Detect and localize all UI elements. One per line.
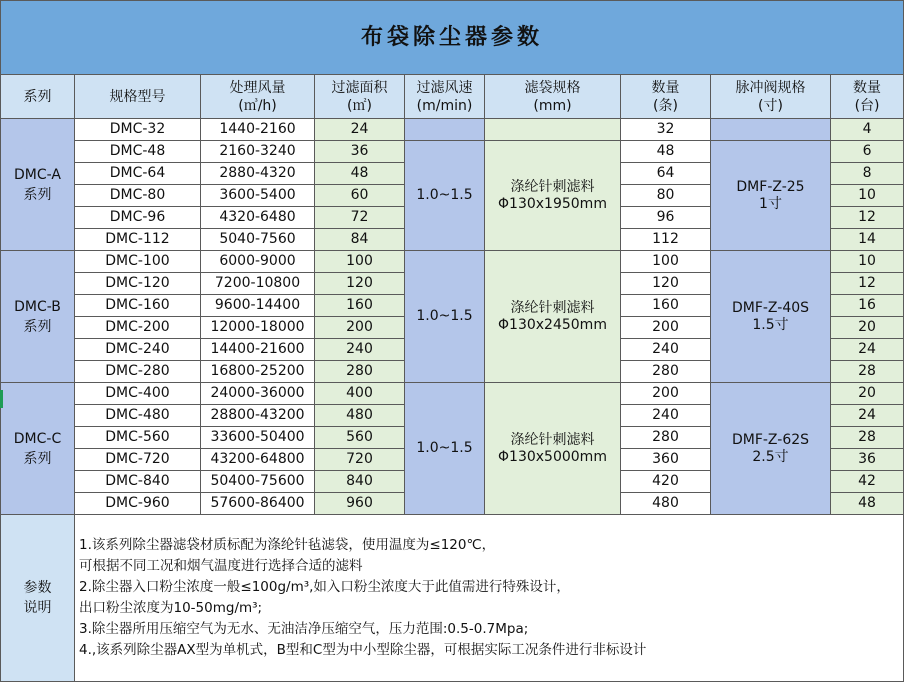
header-valve-count: 数量 (台)	[831, 75, 904, 119]
bag-count-cell: 480	[621, 493, 711, 515]
area-cell: 400	[315, 383, 405, 405]
series-cell-a: DMC-A 系列	[1, 119, 75, 251]
area-cell: 36	[315, 141, 405, 163]
note-line: 3.除尘器所用压缩空气为无水、无油洁净压缩空气，压力范围:0.5-0.7Mpa;	[79, 621, 529, 637]
flow-cell: 57600-86400	[201, 493, 315, 515]
notes-text	[75, 515, 904, 682]
model-cell: DMC-400	[75, 383, 201, 405]
area-cell: 72	[315, 207, 405, 229]
notes-row	[1, 515, 904, 682]
flow-cell: 5040-7560	[201, 229, 315, 251]
valve-count-cell: 16	[831, 295, 904, 317]
bag-count-cell: 120	[621, 273, 711, 295]
flow-cell: 7200-10800	[201, 273, 315, 295]
valve-count-cell: 10	[831, 251, 904, 273]
table-title: 布袋除尘器参数	[1, 1, 904, 75]
area-cell: 60	[315, 185, 405, 207]
area-cell: 480	[315, 405, 405, 427]
model-cell: DMC-48	[75, 141, 201, 163]
row-edge-marker	[0, 390, 3, 408]
header-bag-count: 数量 (条)	[621, 75, 711, 119]
model-cell: DMC-80	[75, 185, 201, 207]
flow-cell: 2880-4320	[201, 163, 315, 185]
note-line: 2.除尘器入口粉尘浓度一般≤100g/m³,如入口粉尘浓度大于此值需进行特殊设计，	[79, 579, 570, 595]
series-cell-b: DMC-B 系列	[1, 251, 75, 383]
valve-count-cell: 24	[831, 339, 904, 361]
notes-label: 参数 说明	[1, 515, 75, 682]
speed-cell-a: 1.0~1.5	[405, 141, 485, 251]
bag-count-cell: 280	[621, 361, 711, 383]
area-cell: 840	[315, 471, 405, 493]
header-filter-area: 过滤面积 (㎡)	[315, 75, 405, 119]
area-cell: 48	[315, 163, 405, 185]
header-model: 规格型号	[75, 75, 201, 119]
model-cell: DMC-120	[75, 273, 201, 295]
flow-cell: 2160-3240	[201, 141, 315, 163]
bag-count-cell: 96	[621, 207, 711, 229]
bag-spec-cell-c: 涤纶针刺滤料 Φ130x5000mm	[485, 383, 621, 515]
model-cell: DMC-960	[75, 493, 201, 515]
header-filter-speed: 过滤风速 (m/min)	[405, 75, 485, 119]
valve-spec-cell-a: DMF-Z-25 1寸	[711, 141, 831, 251]
header-valve-spec: 脉冲阀规格 (寸)	[711, 75, 831, 119]
area-cell: 84	[315, 229, 405, 251]
model-cell: DMC-840	[75, 471, 201, 493]
model-cell: DMC-200	[75, 317, 201, 339]
bag-count-cell: 160	[621, 295, 711, 317]
valve-count-cell: 12	[831, 273, 904, 295]
note-line: 可根据不同工况和烟气温度进行选择合适的滤料	[79, 558, 363, 574]
header-air-flow: 处理风量 (㎥/h)	[201, 75, 315, 119]
flow-cell: 3600-5400	[201, 185, 315, 207]
model-cell: DMC-112	[75, 229, 201, 251]
valve-count-cell: 8	[831, 163, 904, 185]
speed-cell-c: 1.0~1.5	[405, 383, 485, 515]
note-line: 1.该系列除尘器滤袋材质标配为涤纶针毡滤袋，使用温度为≤120℃，	[79, 537, 496, 553]
flow-cell: 28800-43200	[201, 405, 315, 427]
bag-count-cell: 240	[621, 339, 711, 361]
bag-count-cell: 100	[621, 251, 711, 273]
area-cell: 24	[315, 119, 405, 141]
area-cell: 560	[315, 427, 405, 449]
model-cell: DMC-560	[75, 427, 201, 449]
bag-spec-cell-empty	[485, 119, 621, 141]
speed-cell-b: 1.0~1.5	[405, 251, 485, 383]
speed-cell-empty	[405, 119, 485, 141]
valve-count-cell: 36	[831, 449, 904, 471]
area-cell: 720	[315, 449, 405, 471]
flow-cell: 43200-64800	[201, 449, 315, 471]
valve-count-cell: 20	[831, 317, 904, 339]
flow-cell: 16800-25200	[201, 361, 315, 383]
valve-count-cell: 4	[831, 119, 904, 141]
model-cell: DMC-240	[75, 339, 201, 361]
note-line: 出口粉尘浓度为10-50mg/m³;	[79, 600, 263, 616]
model-cell: DMC-32	[75, 119, 201, 141]
model-cell: DMC-100	[75, 251, 201, 273]
table-row	[1, 119, 904, 141]
header-row	[1, 75, 904, 119]
model-cell: DMC-160	[75, 295, 201, 317]
table-row	[1, 251, 904, 273]
area-cell: 200	[315, 317, 405, 339]
area-cell: 280	[315, 361, 405, 383]
bag-count-cell: 64	[621, 163, 711, 185]
bag-count-cell: 48	[621, 141, 711, 163]
valve-count-cell: 24	[831, 405, 904, 427]
valve-count-cell: 20	[831, 383, 904, 405]
valve-count-cell: 28	[831, 427, 904, 449]
bag-spec-cell-b: 涤纶针刺滤料 Φ130x2450mm	[485, 251, 621, 383]
valve-count-cell: 10	[831, 185, 904, 207]
bag-count-cell: 112	[621, 229, 711, 251]
flow-cell: 14400-21600	[201, 339, 315, 361]
model-cell: DMC-64	[75, 163, 201, 185]
flow-cell: 12000-18000	[201, 317, 315, 339]
bag-count-cell: 360	[621, 449, 711, 471]
valve-count-cell: 6	[831, 141, 904, 163]
bag-count-cell: 280	[621, 427, 711, 449]
bag-count-cell: 200	[621, 383, 711, 405]
flow-cell: 50400-75600	[201, 471, 315, 493]
area-cell: 100	[315, 251, 405, 273]
valve-count-cell: 28	[831, 361, 904, 383]
model-cell: DMC-720	[75, 449, 201, 471]
valve-spec-cell-empty	[711, 119, 831, 141]
bag-spec-cell-a: 涤纶针刺滤料 Φ130x1950mm	[485, 141, 621, 251]
flow-cell: 4320-6480	[201, 207, 315, 229]
bag-count-cell: 32	[621, 119, 711, 141]
valve-count-cell: 12	[831, 207, 904, 229]
bag-count-cell: 420	[621, 471, 711, 493]
area-cell: 240	[315, 339, 405, 361]
header-bag-spec: 滤袋规格 (mm)	[485, 75, 621, 119]
table-row	[1, 383, 904, 405]
valve-count-cell: 42	[831, 471, 904, 493]
model-cell: DMC-96	[75, 207, 201, 229]
area-cell: 160	[315, 295, 405, 317]
flow-cell: 33600-50400	[201, 427, 315, 449]
bag-count-cell: 80	[621, 185, 711, 207]
series-cell-c: DMC-C 系列	[1, 383, 75, 515]
area-cell: 960	[315, 493, 405, 515]
valve-spec-cell-b: DMF-Z-40S 1.5寸	[711, 251, 831, 383]
note-line: 4.,该系列除尘器AX型为单机式，B型和C型为中小型除尘器，可根据实际工况条件进行非标设计	[79, 642, 647, 658]
flow-cell: 1440-2160	[201, 119, 315, 141]
header-series: 系列	[1, 75, 75, 119]
valve-count-cell: 14	[831, 229, 904, 251]
flow-cell: 9600-14400	[201, 295, 315, 317]
valve-spec-cell-c: DMF-Z-62S 2.5寸	[711, 383, 831, 515]
valve-count-cell: 48	[831, 493, 904, 515]
area-cell: 120	[315, 273, 405, 295]
model-cell: DMC-280	[75, 361, 201, 383]
bag-count-cell: 200	[621, 317, 711, 339]
flow-cell: 6000-9000	[201, 251, 315, 273]
flow-cell: 24000-36000	[201, 383, 315, 405]
bag-count-cell: 240	[621, 405, 711, 427]
model-cell: DMC-480	[75, 405, 201, 427]
table-row	[1, 141, 904, 163]
